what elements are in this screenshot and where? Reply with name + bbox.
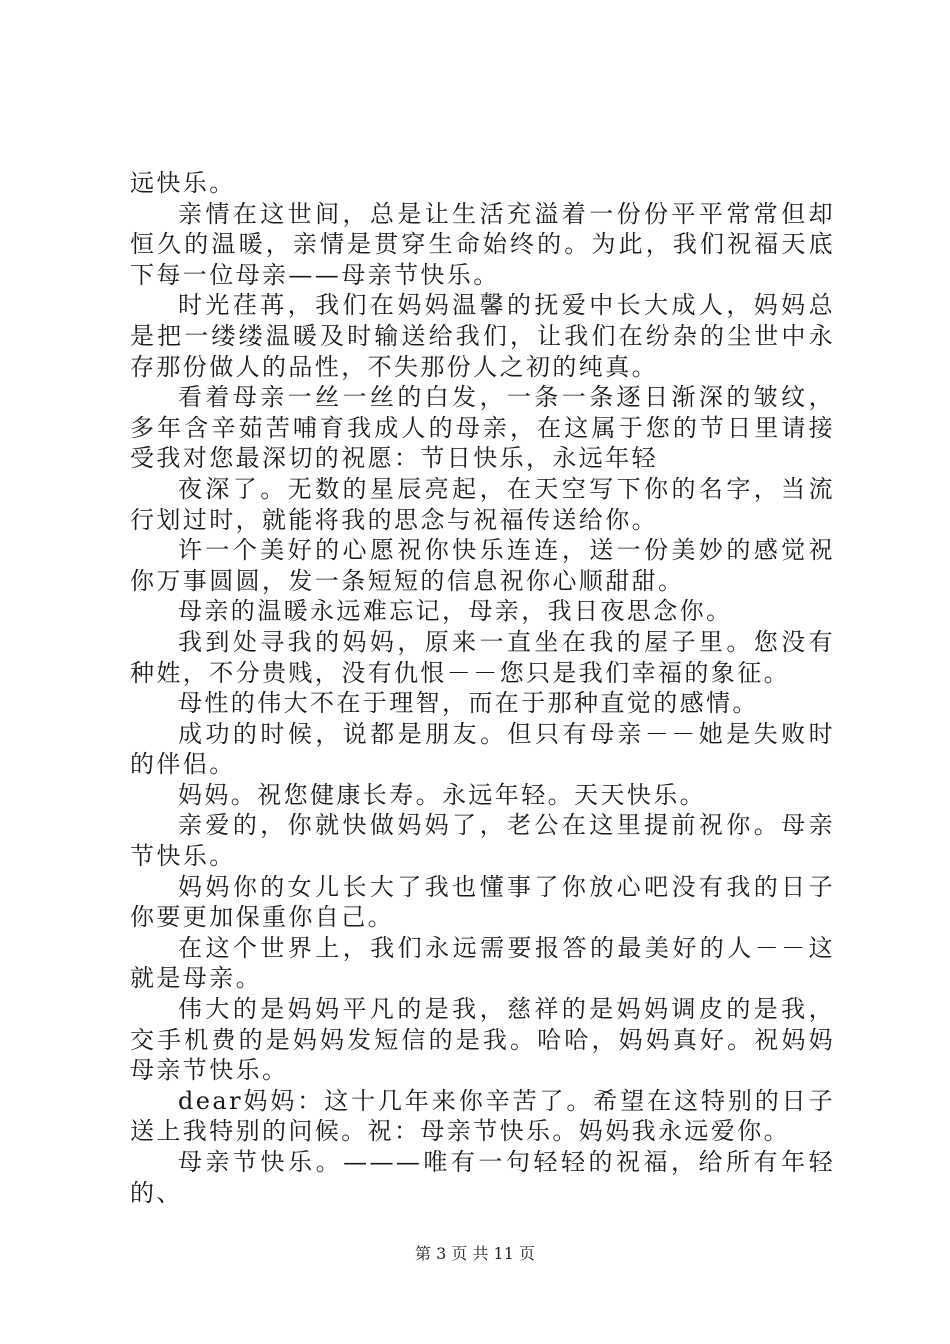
paragraph: 看着母亲一丝一丝的白发，一条一条逐日渐深的皱纹，多年含辛茹苦哺育我成人的母亲，在这属于您的节日里请接受我对您最深切的祝愿：节日快乐，永远年轻 (130, 383, 835, 473)
paragraph: dear妈妈：这十几年来你辛苦了。希望在这特别的日子送上我特别的问候。祝：母亲节快乐。妈妈我永远爱你。 (130, 1086, 835, 1146)
paragraph: 夜深了。无数的星辰亮起，在天空写下你的名字，当流行划过时，就能将我的思念与祝福传送给你。 (130, 474, 835, 534)
paragraph: 母亲节快乐。———唯有一句轻轻的祝福，给所有年轻的、 (130, 1148, 835, 1207)
paragraph: 亲爱的，你就快做妈妈了，老公在这里提前祝你。母亲节快乐。 (130, 811, 835, 871)
page-number-footer: 第 3 页 共 11 页 (415, 1244, 535, 1263)
paragraph: 许一个美好的心愿祝你快乐连连，送一份美妙的感觉祝你万事圆圆，发一条短短的信息祝你心顺甜甜。 (130, 536, 835, 595)
paragraph: 妈妈。祝您健康长寿。永远年轻。天天快乐。 (178, 780, 706, 809)
paragraph: 妈妈你的女儿长大了我也懂事了你放心吧没有我的日子你要更加保重你自己。 (130, 872, 835, 932)
paragraph: 时光荏苒，我们在妈妈温馨的抚爱中长大成人，妈妈总是把一缕缕温暖及时输送给我们，让我们在纷杂的尘世中永存那份做人的品性，不失那份人之初的纯真。 (130, 291, 835, 381)
paragraph: 母性的伟大不在于理智，而在于那种直觉的感情。 (178, 689, 759, 718)
paragraph: 我到处寻我的妈妈，原来一直坐在我的屋子里。您没有种姓，不分贵贱，没有仇恨－－您只是我们幸福的象征。 (130, 627, 835, 687)
paragraph: 亲情在这世间，总是让生活充溢着一份份平平常常但却恒久的温暖，亲情是贯穿生命始终的。为此，我们祝福天底下每一位母亲——母亲节快乐。 (130, 199, 835, 289)
document-body (130, 168, 835, 1208)
paragraph: 远快乐。 (130, 169, 236, 197)
paragraph: 成功的时候，说都是朋友。但只有母亲－－她是失败时的伴侣。 (130, 719, 835, 779)
paragraph: 在这个世界上，我们永远需要报答的最美好的人－－这就是母亲。 (130, 933, 835, 993)
paragraph: 伟大的是妈妈平凡的是我，慈祥的是妈妈调皮的是我，交手机费的是妈妈发短信的是我。哈哈，妈妈真好。祝妈妈母亲节快乐。 (130, 995, 835, 1085)
paragraph: 母亲的温暖永远难忘记，母亲，我日夜思念你。 (178, 597, 733, 626)
